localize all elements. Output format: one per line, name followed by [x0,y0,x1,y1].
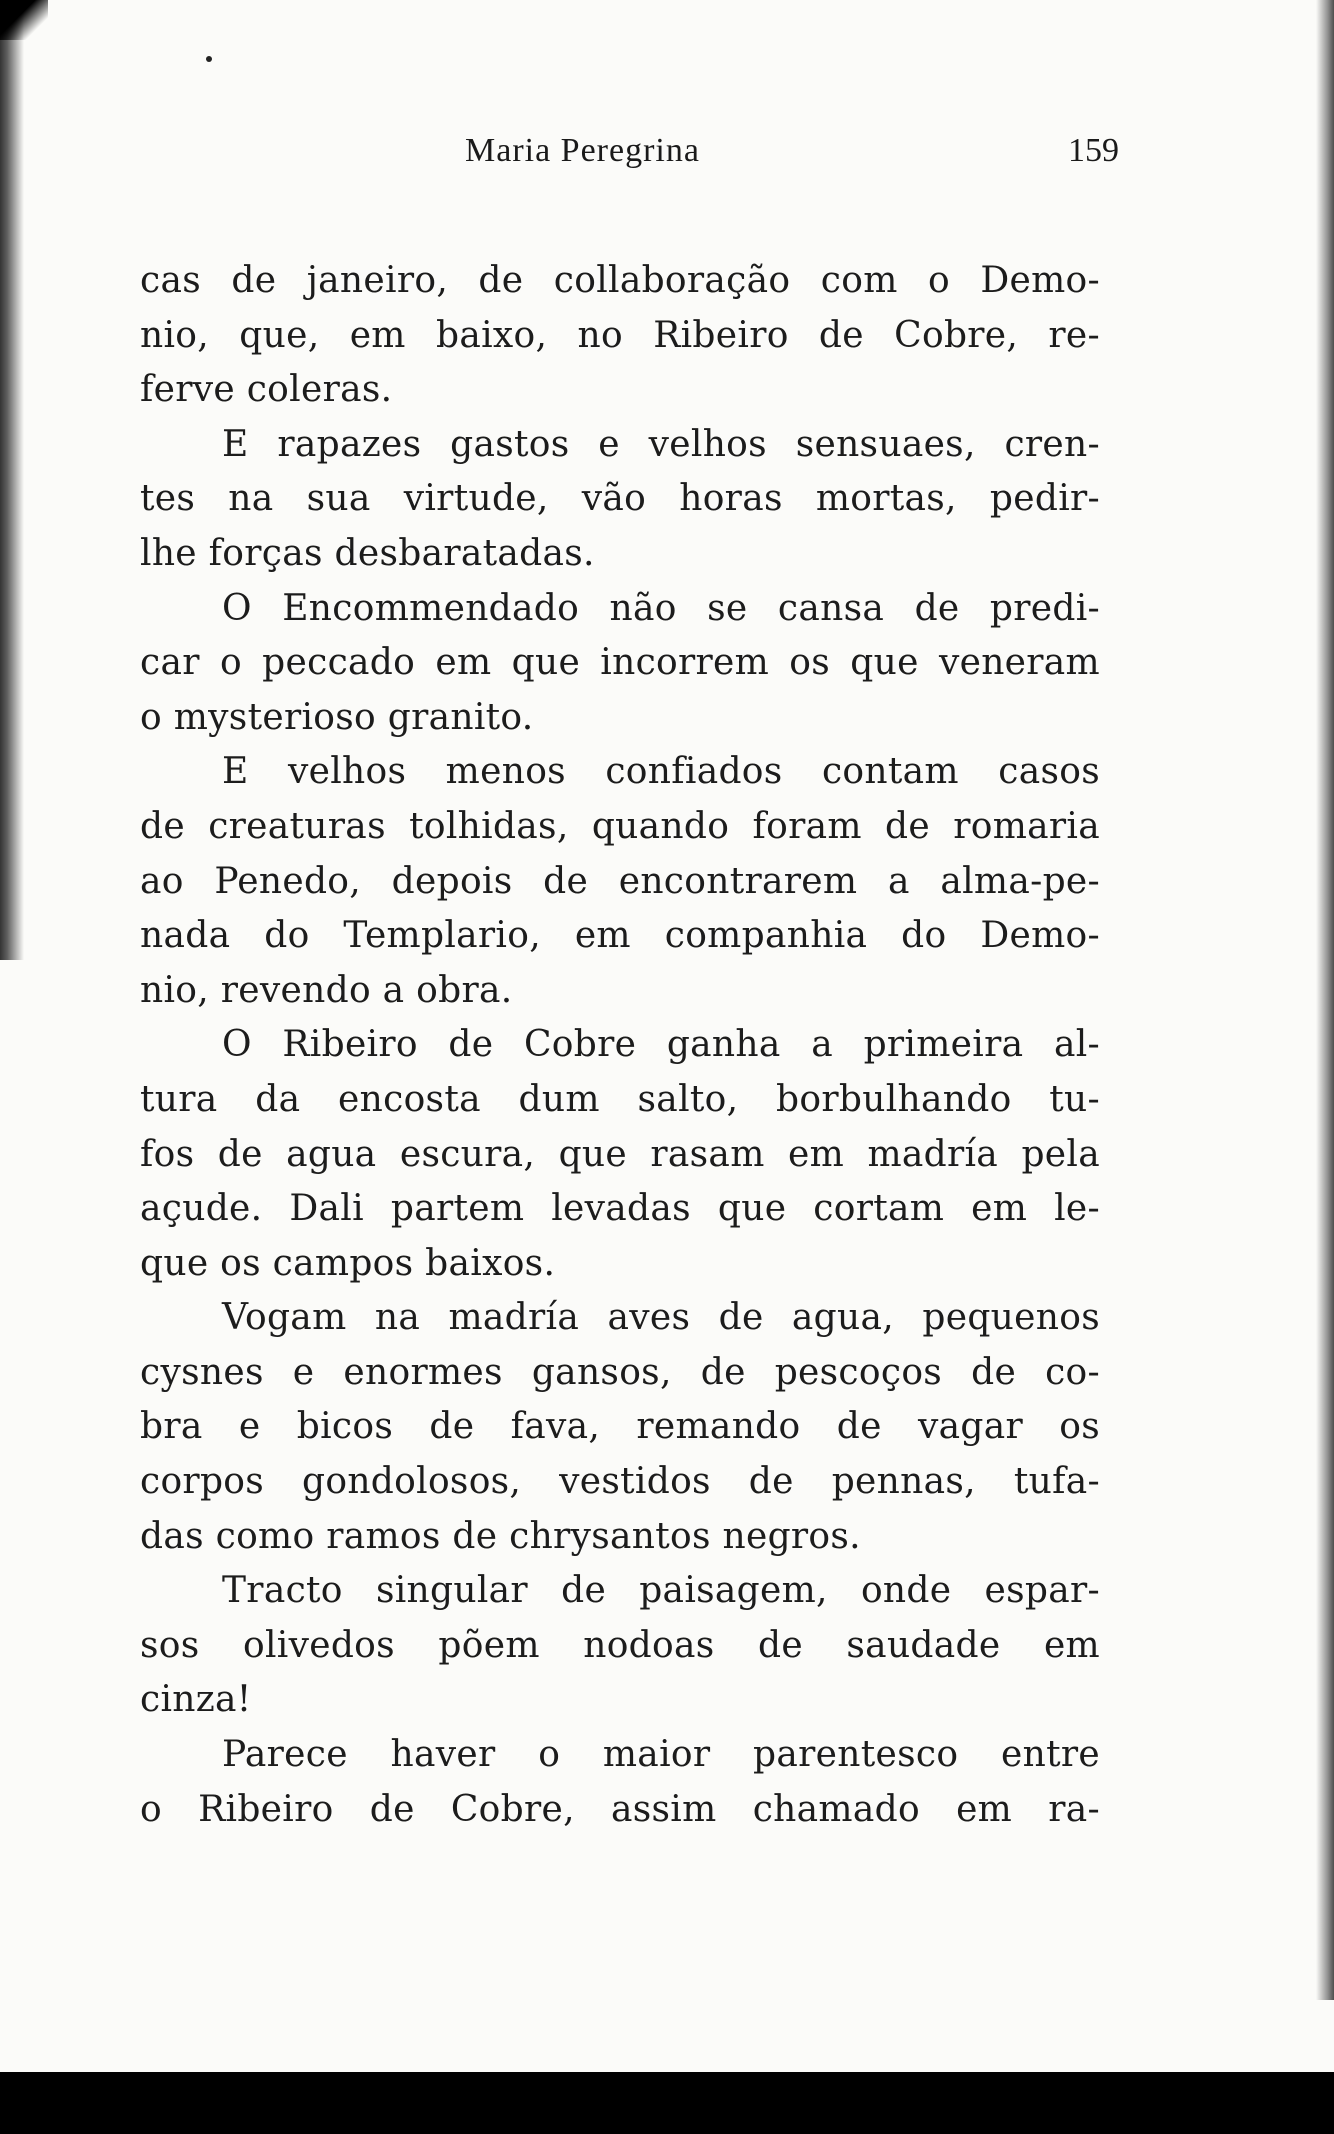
text-line: cas de janeiro, de collaboração com o Demo- [140,260,1100,301]
scan-corner-shadow [0,0,48,40]
text-line: fos de agua escura, que rasam em madría pela [140,1133,1100,1175]
text-line: E rapazes gastos e velhos sensuaes, cren- [222,423,1100,465]
text-line: nio, que, em baixo, no Ribeiro de Cobre, re- [140,314,1100,356]
text-line: Tracto singular de paisagem, onde espar- [222,1570,1100,1612]
text-line: cysnes e enormes gansos, de pescoços de co- [140,1351,1100,1393]
text-line: Vogam na madría aves de agua, pequenos [222,1297,1100,1339]
text-line: corpos gondolosos, vestidos de pennas, tufa- [140,1461,1100,1503]
text-line: ferve coleras. [140,369,393,411]
scan-bottom-border [0,2072,1334,2134]
text-line: o mysterioso granito. [140,696,534,738]
scan-left-edge-shadow [0,0,24,960]
text-line: ao Penedo, depois de encontrarem a alma-pe- [140,860,1100,902]
running-title: Maria Peregrina [465,132,700,169]
text-line: o Ribeiro de Cobre, assim chamado em ra- [140,1788,1100,1830]
text-line: E velhos menos confiados contam casos [222,751,1100,793]
text-line: tura da encosta dum salto, borbulhando tu- [140,1078,1100,1120]
ink-speck [206,56,212,62]
text-line: Parece haver o maior parentesco entre [222,1734,1100,1776]
text-line: O Encommendado não se cansa de predi- [222,587,1100,629]
text-line: nada do Templario, em companhia do Demo- [140,915,1100,957]
text-line: que os campos baixos. [140,1242,556,1284]
text-line: car o peccado em que incorrem os que veneram [140,642,1100,684]
text-line: lhe forças desbaratadas. [140,532,595,574]
text-line: açude. Dali partem levadas que cortam em le- [140,1188,1100,1230]
text-line: bra e bicos de fava, remando de vagar os [140,1406,1100,1448]
text-line: de creaturas tolhidas, quando foram de romaria [140,805,1100,847]
scan-right-edge-shadow [1316,0,1334,2000]
text-line: O Ribeiro de Cobre ganha a primeira al- [222,1024,1100,1066]
text-line: das como ramos de chrysantos negros. [140,1515,861,1557]
page-number: 159 [1068,132,1119,169]
text-line: cinza! [140,1679,252,1721]
text-line: sos olivedos põem nodoas de saudade em [140,1624,1100,1666]
body-text [140,254,1100,1837]
text-line: tes na sua virtude, vão horas mortas, pedir- [140,478,1100,520]
text-line: nio, revendo a obra. [140,969,513,1011]
